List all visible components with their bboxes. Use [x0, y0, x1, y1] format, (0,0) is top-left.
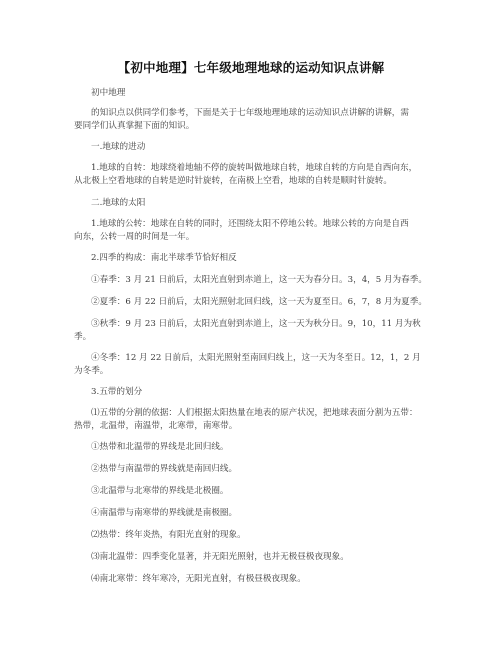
paragraph-line: 热带，北温带，南温带，北寒带，南寒带。	[74, 421, 238, 431]
paragraph-line: 季。	[74, 332, 92, 342]
paragraph-line: ③秋季：9 月 23 日前后，太阳光直射到赤道上，这一天为秋分日。9，10，11 月为秋	[91, 319, 421, 329]
paragraph-line: ④冬季：12 月 22 日前后，太阳光照射至南回归线上，这一天为冬至日。12，1，2 月	[91, 353, 421, 363]
paragraph-line: ②热带与南温带的界线就是南回归线。	[91, 464, 238, 474]
paragraph-line: ④南温带与南寒带的界线就是南极圈。	[91, 508, 238, 518]
section-heading: 一.地球的进动	[91, 142, 146, 152]
paragraph-line: ⑷南北寒带：终年寒冷，无阳光直射，有极昼极夜现象。	[91, 574, 306, 584]
paragraph-line: ⑴五带的分割的依据：人们根据太阳热量在地表的原产状况，把地球表面分割为五带：	[91, 408, 418, 418]
paragraph-line: 要同学们认真掌握下面的知识。	[74, 121, 195, 131]
paragraph-line: 向东，公转一周的时间是一年。	[74, 232, 195, 242]
section-heading: 3.五带的划分	[91, 387, 143, 397]
paragraph-line: ②夏季：6 月 22 日前后，太阳光照射北回归线，这一天为夏至日。6，7，8 月为夏季。	[91, 297, 427, 307]
paragraph-line: 初中地理	[91, 88, 126, 98]
paragraph-line: 的知识点以供同学们参考，下面是关于七年级地理地球的运动知识点讲解的讲解，需	[91, 108, 409, 118]
paragraph-line: ①春季：3 月 21 日前后，太阳光直射到赤道上，这一天为春分日。3，4，5 月为春季。	[91, 275, 427, 285]
section-heading: 二.地球的太阳	[91, 198, 146, 208]
paragraph-line: 1.地球的自转：地球绕着地轴不停的旋转叫做地球自转，地球自转的方向是自西向东，	[91, 163, 418, 173]
paragraph-line: 2.四季的构成：南北半球季节恰好相反	[91, 253, 237, 263]
paragraph-line: 从北极上空看地球的自转是逆时针旋转，在南极上空看，地球的自转是顺时针旋转。	[74, 176, 392, 186]
paragraph-line: ⑵热带：终年炎热，有阳光直射的现象。	[91, 530, 246, 540]
document-title: 【初中地理】七年级地理地球的运动知识点讲解	[117, 60, 385, 75]
paragraph-line: ⑶南北温带：四季变化显著，并无阳光照射，也并无极昼极夜现象。	[91, 552, 349, 562]
paragraph-line: 1.地球的公转：地球在自转的同时，还围绕太阳不停地公转。地球公转的方向是自西	[91, 219, 409, 229]
paragraph-line: ①热带和北温带的界线是北回归线。	[91, 442, 229, 452]
paragraph-line: 为冬季。	[74, 366, 109, 376]
paragraph-line: ③北温带与北寒带的界线是北极圈。	[91, 486, 229, 496]
